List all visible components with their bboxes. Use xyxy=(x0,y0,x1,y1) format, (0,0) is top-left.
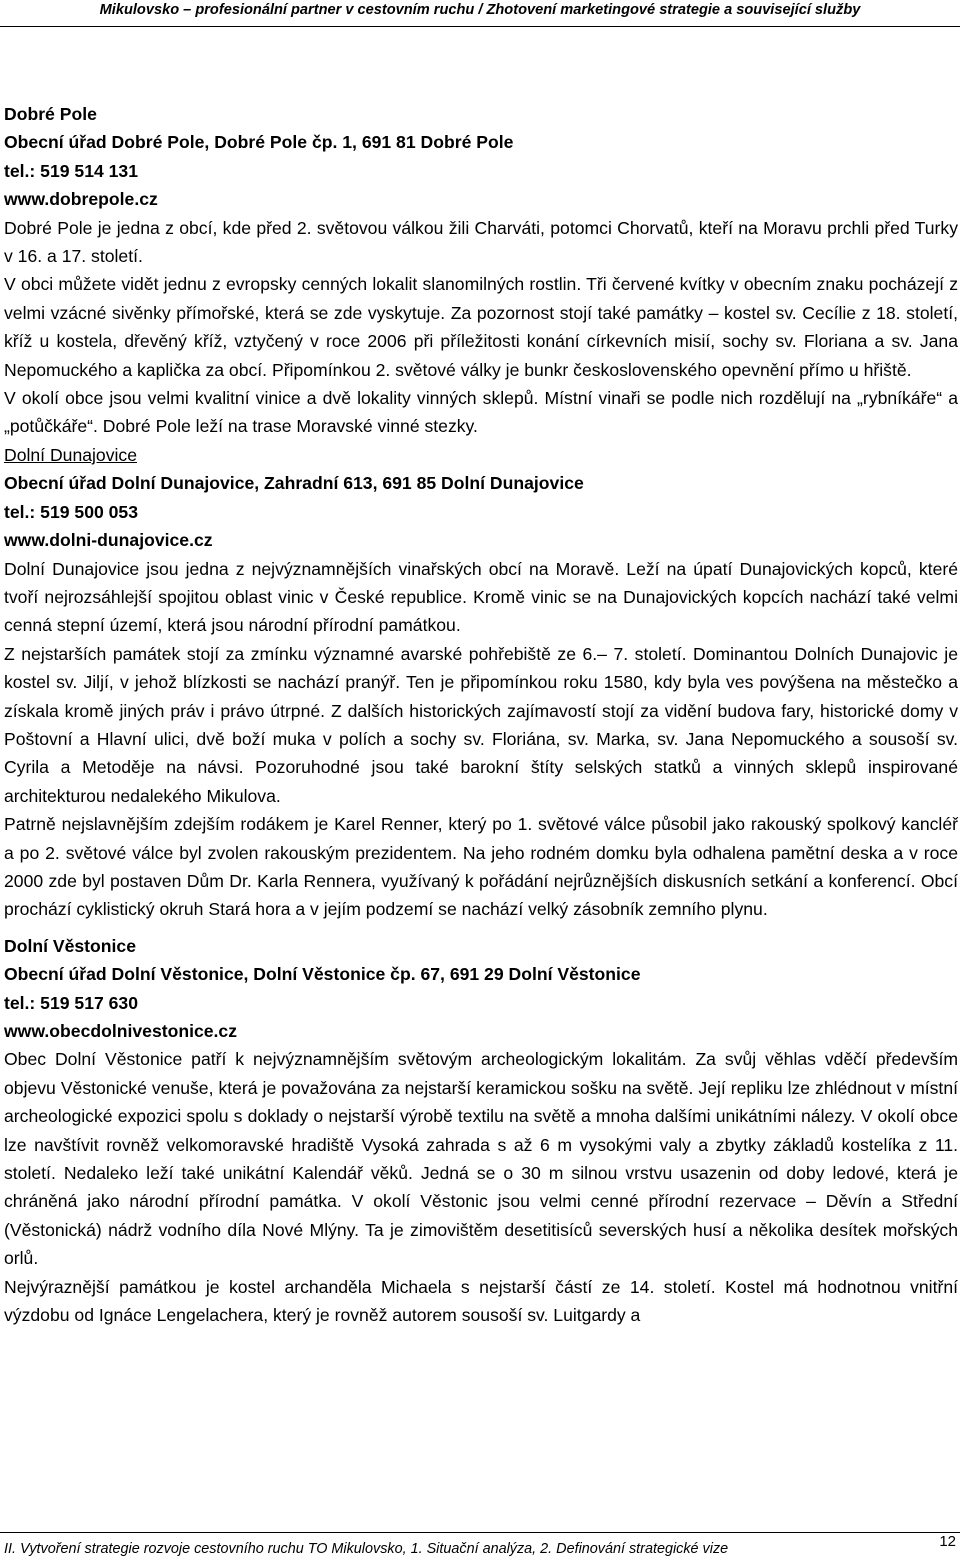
section-phone: tel.: 519 514 131 xyxy=(4,160,139,181)
section-website: www.obecdolnivestonice.cz xyxy=(4,1021,238,1041)
section-paragraph: Nejvýraznější památkou je kostel archanděla Michaela s nejstarší částí ze 14. století. Kostel má hodnotnou vnitřní výzdobu od Ignáce Lengelachera, který je rovněž autorem sousoší sv. Luitgardy a xyxy=(4,1276,958,1326)
section-paragraph: Z nejstarších památek stojí za zmínku významné avarské pohřebiště ze 6.– 7. století. Dominantou Dolních Dunajovic je kostel sv. Jiljí, v jehož blízkosti se nachází pranýř. Ten je připomínkou roku 1580, kdy byla ves povýšena na městečko a získala kromě jiných práv i právo útrpné. Z dalších historických zajímavostí stojí za vidění budova fary, historické domy v Poštovní a Hlavní ulici, dvě boží muka v polích a sochy sv. Floriána, sv. Marka, sv. Jana Nepomuckého a sousoší sv. Cyrila a Metoděje na návsi. Pozoruhodné jsou také barokní štíty selských statků a vinných sklepů inspirované architekturou nedalekého Mikulova. xyxy=(4,643,958,806)
section-title: Dolní Věstonice xyxy=(4,935,136,956)
section-paragraph: Obec Dolní Věstonice patří k nejvýznamnějším světovým archeologickým lokalitám. Za svůj věhlas vděčí především objevu Věstonické venuše, která je považována za nejstarší keramickou sošku na světě. Její repliku lze zhlédnout v místní archeologické expozici spolu s doklady o nejstarší výrobě textilu na světě a mnoha dalšími unikátními nálezy. V okolí obce lze navštívit rovněž velkomoravské hradiště Vysoká zahrada s až 6 m vysokými valy a zbytky základů kostelíka z 11. století. Nedaleko leží také unikátní Kalendář věků. Jedná se o 30 m silnou vrstvu usazenin od doby ledové, která je chráněná jako národní přírodní památka. V okolí Věstonic jsou velmi cenné přírodní rezervace – Děvín a Střední (Věstonická) nádrž vodního díla Nové Mlýny. Ta je zimovištěm desetitisíců severských husí a několika desítek mořských orlů. xyxy=(4,1049,958,1269)
page-footer xyxy=(0,1532,960,1564)
running-header xyxy=(0,0,960,27)
section-title: Dobré Pole xyxy=(4,104,97,124)
section-address: Obecní úřad Dobré Pole, Dobré Pole čp. 1, 691 81 Dobré Pole xyxy=(4,132,514,153)
section-paragraph: V okolí obce jsou velmi kvalitní vinice a dvě lokality vinných sklepů. Místní vinaři se podle nich rozdělují na „rybníkáře“ a „potůčkáře“. Dobré Pole leží na trase Moravské vinné stezky. xyxy=(4,388,958,437)
section-address: Obecní úřad Dolní Dunajovice, Zahradní 613, 691 85 Dolní Dunajovice xyxy=(4,473,584,494)
section-phone: tel.: 519 517 630 xyxy=(4,992,139,1013)
section-address: Obecní úřad Dolní Věstonice, Dolní Věstonice čp. 67, 691 29 Dolní Věstonice xyxy=(4,964,641,985)
section-paragraph: Dolní Dunajovice jsou jedna z nejvýznamnějších vinařských obcí na Moravě. Leží na úpatí Dunajovických kopců, které tvoří nejrozsáhlejší spojitou oblast vinic v České republice. Kromě vinic se na Dunajovických kopcích nachází také velmi cenná stepní území, která jsou národní přírodní památkou. xyxy=(4,558,958,636)
section-title: Dolní Dunajovice xyxy=(4,444,138,465)
section-paragraph: Patrně nejslavnějším zdejším rodákem je Karel Renner, který po 1. světové válce působil jako rakouský spolkový kancléř a po 2. světové válce byl zvolen rakouským prezidentem. Na jeho rodném domku byla odhalena pamětní deska a v roce 2000 zde byl postaven Dům Dr. Karla Rennera, využívaný k pořádání nejrůznějších diskusních setkání a konferencí. Obcí prochází cyklistický okruh Stará hora a v jejím podzemí se nachází velký zásobník zemního plynu. xyxy=(4,814,958,920)
running-title: Mikulovsko – profesionální partner v cestovním ruchu / Zhotovení marketingové strategie a související služby xyxy=(99,2,861,18)
section-phone: tel.: 519 500 053 xyxy=(4,501,139,522)
page-number: 12 xyxy=(939,1533,956,1550)
section-website: www.dobrepole.cz xyxy=(4,189,158,210)
section-website: www.dolni-dunajovice.cz xyxy=(4,530,213,551)
footer-text: II. Vytvoření strategie rozvoje cestovního ruchu TO Mikulovsko, 1. Situační analýza, 2. Definování strategické vize xyxy=(4,1541,729,1557)
section-paragraph: Dobré Pole je jedna z obcí, kde před 2. světovou válkou žili Charváti, potomci Chorvatů, kteří na Moravu prchli před Turky v 16. a 17. století. xyxy=(4,217,958,267)
document-body xyxy=(4,100,958,1329)
section-paragraph: V obci můžete vidět jednu z evropsky cenných lokalit slanomilných rostlin. Tři červené kvítky v obecním znaku pocházejí z velmi vzácné sivěnky přímořské, která se zde vyskytuje. Za pozornost stojí také památky – kostel sv. Cecílie z 18. století, kříž u kostela, dřevěný kříž, vztyčený v roce 2006 při příležitosti konání církevních misií, sochy sv. Floriana a sv. Jana Nepomuckého a kaplička za obcí. Připomínkou 2. světové války je bunkr československého opevnění přímo u hřiště. xyxy=(4,274,958,380)
